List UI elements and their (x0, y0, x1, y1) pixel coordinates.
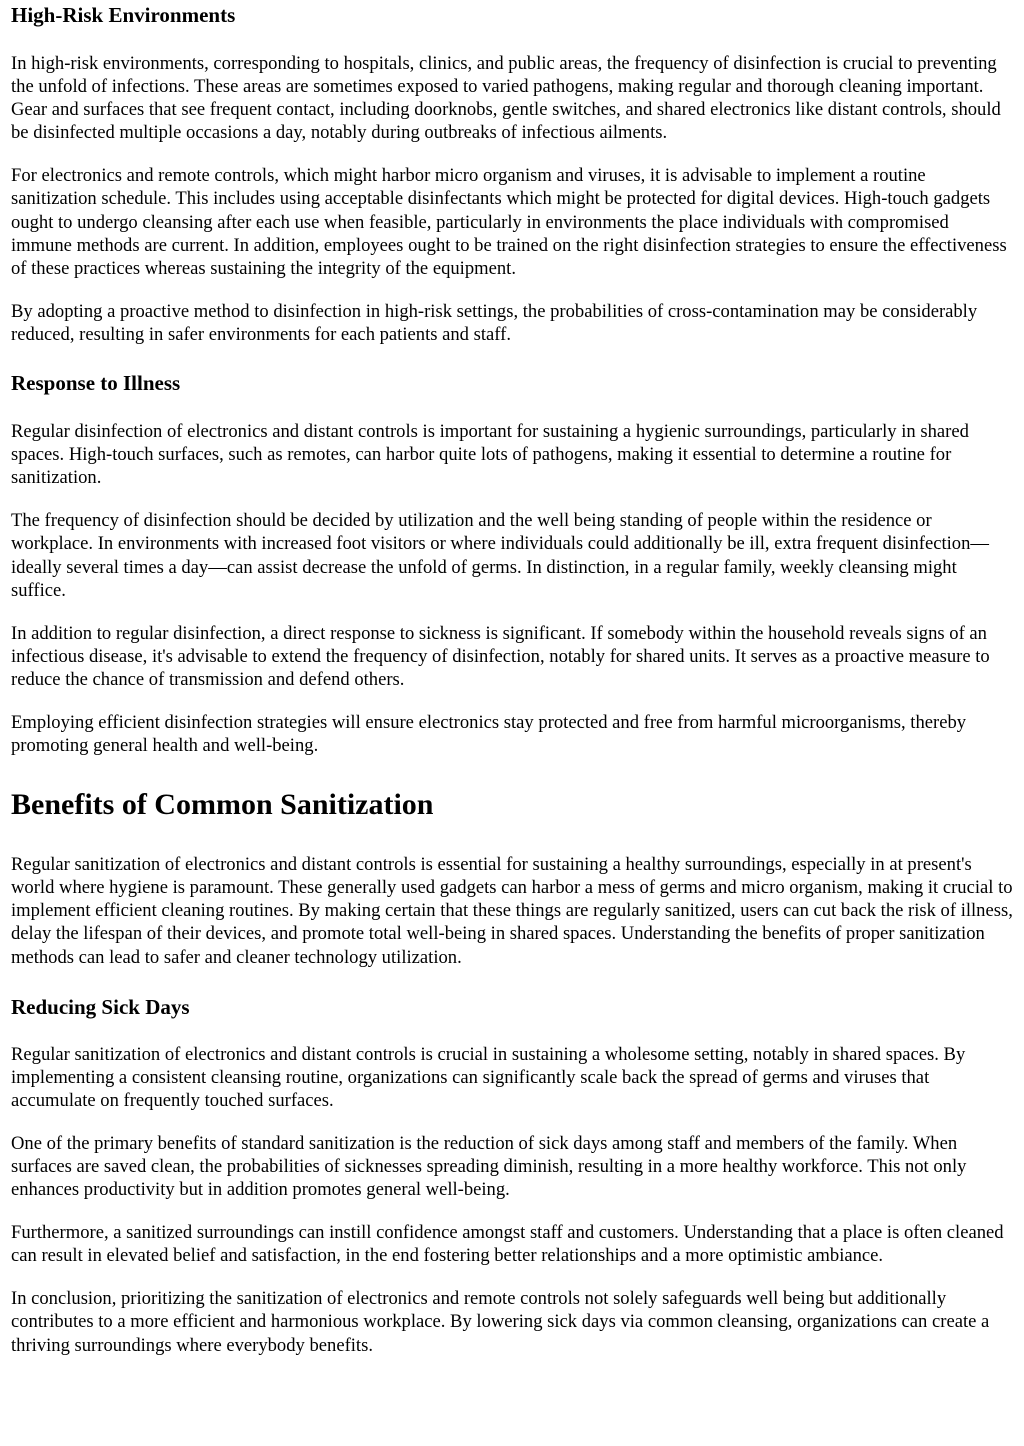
paragraph: Regular sanitization of electronics and distant controls is crucial in sustaining a wholesome setting, notably in shared spaces. By implementing a consistent cleansing routine, organizations can significantly scale back the spread of germs and viruses that accumulate on frequently touched surfaces. (11, 1043, 966, 1111)
section-heading-reducing-sick-days: Reducing Sick Days (11, 994, 190, 1019)
paragraph: Furthermore, a sanitized surroundings can instill confidence amongst staff and customers. Understanding that a place is often cleaned can result in elevated belief and satisfaction, in the end fostering better relationships and a more optimistic ambiance. (11, 1222, 1004, 1267)
paragraph: For electronics and remote controls, which might harbor micro organism and viruses, it is advisable to implement a routine sanitization schedule. This includes using acceptable disinfectants which might be protected for digital devices. High-touch gadgets ought to undergo cleansing after each use when feasible, particularly in environments the place individuals with compromised immune methods are current. In addition, employees ought to be trained on the right disinfection strategies to ensure the effectiveness of these practices whereas sustaining the integrity of the equipment. (11, 165, 1007, 279)
paragraph: The frequency of disinfection should be decided by utilization and the well being standing of people within the residence or workplace. In environments with increased foot visitors or where individuals could additionally be ill, extra frequent disinfection—ideally several times a day—can assist decrease the unfold of germs. In distinction, in a regular family, weekly cleansing might suffice. (11, 510, 989, 601)
section-heading-high-risk-environments: High-Risk Environments (11, 3, 236, 27)
paragraph: One of the primary benefits of standard sanitization is the reduction of sick days among staff and members of the family. When surfaces are saved clean, the probabilities of sicknesses spreading diminish, resulting in a more healthy workforce. This not only enhances productivity but in addition promotes general well-being. (11, 1132, 967, 1201)
section-heading-response-to-illness: Response to Illness (11, 371, 181, 396)
paragraph: Employing efficient disinfection strategies will ensure electronics stay protected and free from harmful microorganisms, thereby promoting general health and well-being. (11, 711, 967, 757)
paragraph: In addition to regular disinfection, a direct response to sickness is significant. If somebody within the household reveals signs of an infectious disease, it's advisable to extend the frequency of disinfection, notably for shared units. It serves as a proactive measure to reduce the chance of transmission and defend others. (11, 622, 990, 690)
section-heading-benefits-of-common-sanitization: Benefits of Common Sanitization (11, 788, 434, 822)
paragraph: Regular disinfection of electronics and distant controls is important for sustaining a hygienic surroundings, particularly in shared spaces. High-touch surfaces, such as remotes, can harbor quite lots of pathogens, making it essential to determine a routine for sanitization. (11, 421, 969, 489)
paragraph: By adopting a proactive method to disinfection in high-risk settings, the probabilities of cross-contamination may be considerably reduced, resulting in safer environments for each patients and staff. (11, 300, 978, 345)
paragraph: In high-risk environments, corresponding to hospitals, clinics, and public areas, the frequency of disinfection is crucial to preventing the unfold of infections. These areas are sometimes exposed to varied pathogens, making regular and thorough cleaning important. Gear and surfaces that see frequent contact, including doorknobs, gentle switches, and shared electronics like distant controls, should be disinfected multiple occasions a day, notably during outbreaks of infectious ailments. (11, 53, 1001, 144)
paragraph: Regular sanitization of electronics and distant controls is essential for sustaining a healthy surroundings, especially in at present's world where hygiene is paramount. These generally used gadgets can harbor a mess of germs and micro organism, making it crucial to implement efficient cleaning routines. By making certain that these things are regularly sanitized, users can cut back the risk of illness, delay the lifespan of their devices, and promote total well-being in shared spaces. Understanding the benefits of proper sanitization methods can lead to safer and cleaner technology utilization. (11, 854, 1013, 968)
paragraph: In conclusion, prioritizing the sanitization of electronics and remote controls not solely safeguards well being but additionally contributes to a more efficient and harmonious workplace. By lowering sick days via common cleansing, organizations can create a thriving surroundings where everybody benefits. (11, 1288, 990, 1356)
